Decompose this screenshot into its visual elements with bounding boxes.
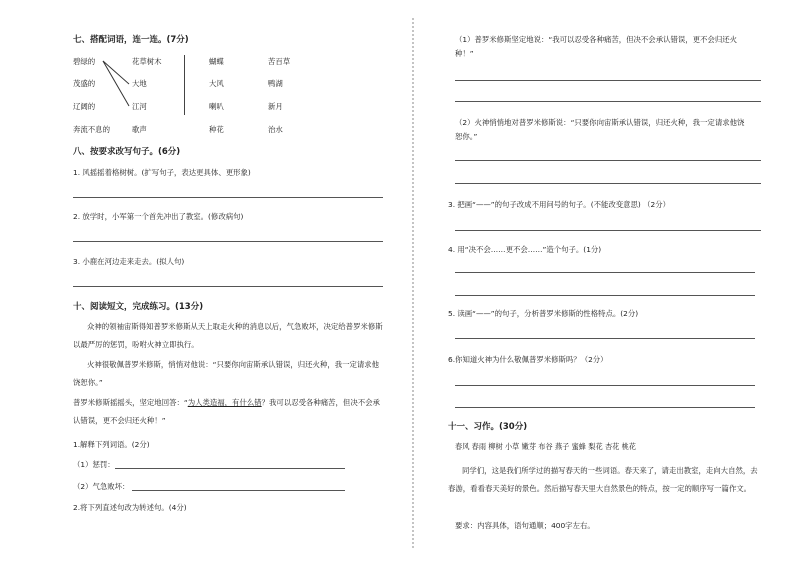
passage-paragraph-2: 火神很敬佩普罗米修斯，悄悄对他说：“只要你向宙斯承认错误，归还火种，我一定请求他饶恕你。”: [73, 360, 380, 387]
match-col2-item: 江河: [132, 102, 147, 111]
passage-paragraph-1: 众神的领袖宙斯得知普罗米修斯从天上取走火种的消息以后，气急败坏，决定给普罗米修斯以最严厉的惩罚，吩咐火神立即执行。: [73, 322, 383, 349]
section8-question-1: 1. 风摇摇着格树树。(扩写句子，表达更具体、更形象): [73, 168, 251, 177]
passage-text: ？我可以忍受各种痛苦，但决不会承认错误，更不会归还火种！”: [73, 398, 380, 425]
answer-line[interactable]: [455, 407, 755, 408]
match-col4-item: 鸭湖: [268, 79, 283, 88]
passage-text: 普罗米修斯摇摇头，坚定地回答：“: [73, 398, 188, 407]
essay-instructions: 同学们，这是我们所学过的描写春天的一些词语。春天来了，请走出教室，走向大自然，去春游，看看春天美好的景色。然后描写春天里大自然景色的特点，按一定的顺序写一篇作文。: [448, 466, 758, 493]
match-col2-item: 大地: [132, 79, 147, 88]
right-question-6: 6.你知道火神为什么敬佩普罗米修斯吗？（2分）: [448, 355, 608, 364]
match-col1-item: 奔流不息的: [73, 125, 110, 134]
match-col3-item: 喇叭: [209, 102, 224, 111]
section7-title: 七、搭配词语，连一连。(7分): [73, 35, 189, 45]
answer-line[interactable]: [455, 80, 761, 81]
section10-question-1: 1.解释下列词语。(2分): [73, 440, 150, 449]
match-col2-item: 花草树木: [132, 57, 162, 66]
answer-line[interactable]: [455, 183, 761, 184]
match-col4-item: 新月: [268, 102, 283, 111]
match-col2-item: 歌声: [132, 125, 147, 134]
section10-question-2: 2.将下列直述句改为转述句。(4分): [73, 503, 187, 512]
match-col3-item: 大风: [209, 79, 224, 88]
underlined-sentence: 为人类造福，有什么错: [187, 398, 262, 407]
answer-line[interactable]: [455, 338, 755, 339]
word-definition-2: （2）气急败坏：: [73, 482, 130, 491]
answer-line[interactable]: [455, 230, 761, 231]
section11-title: 十一、习作。(30分): [448, 422, 528, 432]
right-question-5: 5. 读画“——”的句子，分析普罗米修斯的性格特点。(2分): [448, 309, 639, 318]
right-question-3: 3. 把画“——”的句子改成不用问号的句子。(不能改变意思) （2分）: [448, 200, 671, 209]
section8-title: 八、按要求改写句子。(6分): [73, 147, 181, 157]
section10-title: 十、阅读短文，完成练习。(13分): [73, 302, 204, 312]
answer-line[interactable]: [455, 272, 755, 273]
answer-line[interactable]: [455, 385, 755, 386]
section8-question-3: 3. 小鹿在河边走来走去。(拟人句): [73, 257, 185, 266]
rewrite-prompt-1a: （1）普罗米修斯坚定地说：“我可以忍受各种痛苦，但决不会承认错误，更不会归还火: [455, 35, 737, 44]
match-col4-item: 苦百草: [268, 57, 291, 66]
answer-line[interactable]: [455, 295, 755, 296]
answer-line[interactable]: [455, 160, 761, 161]
rewrite-prompt-2b: 恕你。”: [455, 132, 478, 141]
match-col4-item: 治水: [268, 125, 283, 134]
match-col1-item: 辽阔的: [73, 102, 96, 111]
match-col1-item: 碧绿的: [73, 57, 96, 66]
match-col3-item: 蝴蝶: [209, 57, 224, 66]
rewrite-prompt-2a: （2）火神悄悄地对普罗米修斯说：“只要你向宙斯承认错误，归还火种，我一定请求他饶: [455, 118, 745, 127]
word-definition-1: （1）惩罚：: [73, 460, 115, 469]
section8-question-2: 2. 放学时，小军第一个首先冲出了教室。(修改病句): [73, 212, 244, 221]
right-question-4: 4. 用“决不会……更不会……”造个句子。(1分): [448, 245, 602, 254]
match-col1-item: 茂盛的: [73, 79, 96, 88]
answer-line[interactable]: [455, 101, 761, 102]
essay-requirements: 要求：内容具体，语句通顺；400字左右。: [455, 521, 595, 530]
rewrite-prompt-1b: 种！”: [455, 49, 474, 58]
word-bank: 春风 春雨 柳树 小草 嫩芽 布谷 燕子 蜜蜂 梨花 杏花 桃花: [455, 442, 636, 451]
match-col3-item: 种花: [209, 125, 224, 134]
